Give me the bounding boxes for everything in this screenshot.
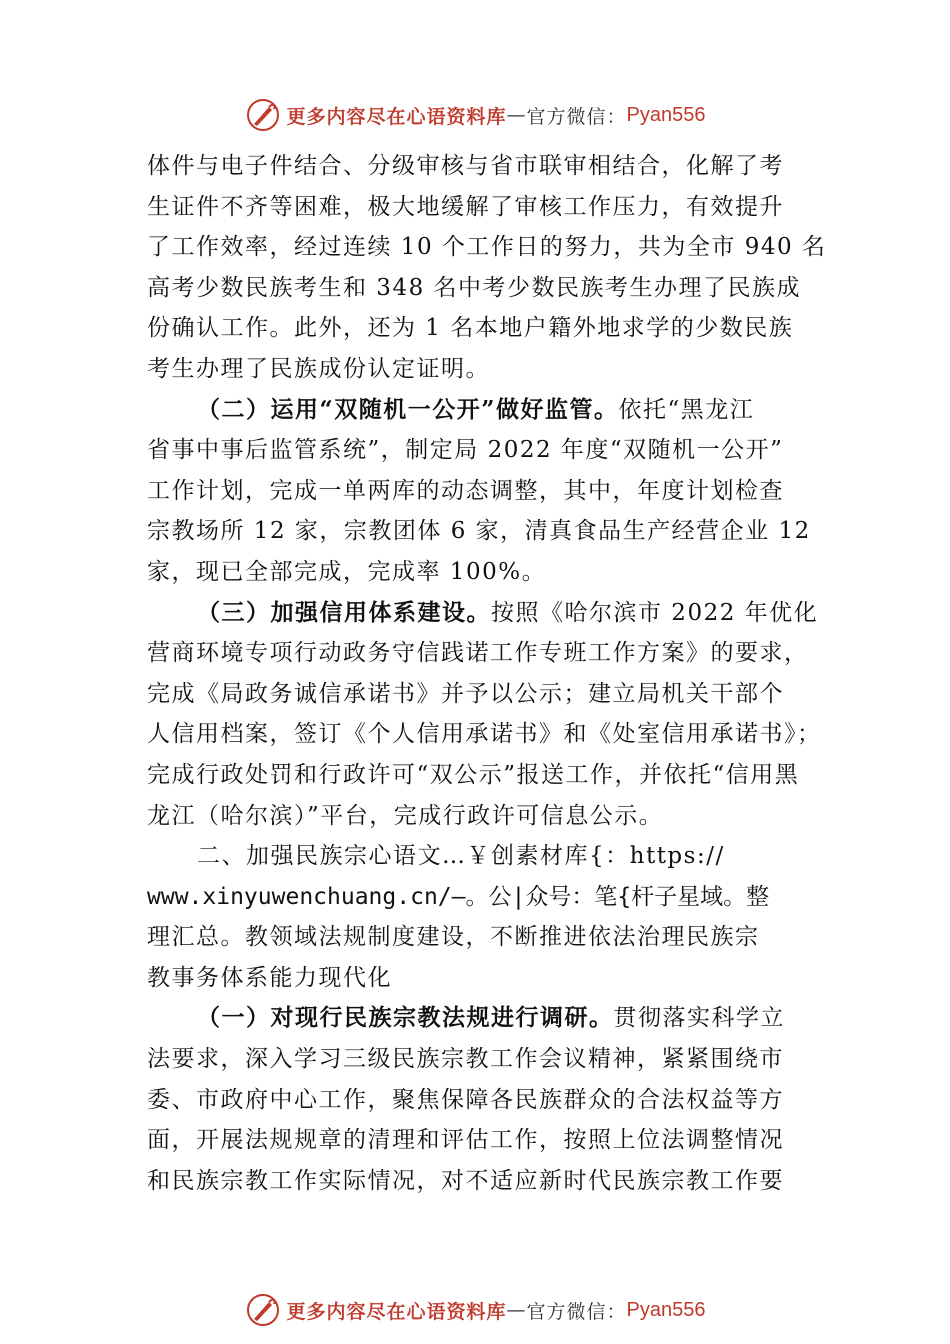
footer-banner: [0, 1290, 950, 1330]
text-line: [147, 593, 827, 634]
text-line: 生证件不齐等困难，极大地缓解了审核工作压力，有效提升: [147, 193, 784, 220]
text-line: 法要求，深入学习三级民族宗教工作会议精神，紧紧围绕市: [147, 1046, 784, 1073]
text-line: 营商环境专项行动政务守信践诺工作专班工作方案》的要求，: [147, 640, 809, 667]
quill-logo-icon: [245, 97, 281, 133]
section-heading: （二）运用“双随机一公开”做好监管。: [197, 395, 619, 423]
text-span: 按照《哈尔滨市 2022 年优化: [491, 599, 819, 626]
text-line: 二、加强民族宗心语文…￥创素材库{：https://: [197, 843, 725, 870]
paragraph: [147, 390, 827, 593]
text-line: [147, 998, 827, 1039]
text-line: 面，开展法规规章的清理和评估工作，按照上位法调整情况: [147, 1127, 784, 1154]
banner-wechat-label: 官方微信：: [526, 1300, 627, 1323]
text-line: 理汇总。教领域法规制度建设，不断推进依法治理民族宗: [147, 924, 760, 951]
text-line: [147, 390, 827, 431]
text-line: 龙江（哈尔滨）”平台，完成行政许可信息公示。: [147, 802, 664, 829]
banner-wechat-id: Pyan556: [626, 1298, 706, 1321]
text-line: 人信用档案，签订《个人信用承诺书》和《处室信用承诺书》；: [147, 721, 822, 748]
text-line: 体件与电子件结合、分级审核与省市联审相结合，化解了考: [147, 153, 784, 179]
text-line: 完成行政处罚和行政许可“双公示”报送工作，并依托“信用黑: [147, 761, 800, 788]
text-line: www.xinyuwenchuang.cn/—。公|众号：笔{杆子星域。整: [147, 883, 770, 910]
banner-text: 更多内容尽在心语资料库: [286, 1300, 507, 1323]
text-line: 份确认工作。此外，还为 1 名本地户籍外地求学的少数民族: [147, 315, 794, 342]
header-banner: [0, 95, 950, 135]
text-span: 贯彻落实科学立: [613, 1005, 785, 1032]
paragraph: [147, 998, 827, 1201]
text-line: 高考少数民族考生和 348 名中考少数民族考生办理了民族成: [147, 274, 802, 301]
text-line: 考生办理了民族成份认定证明。: [147, 355, 490, 382]
text-line: 家，现已全部完成，完成率 100%。: [147, 558, 547, 585]
section-heading: （一）对现行民族宗教法规进行调研。: [197, 1004, 614, 1032]
paragraph: [147, 593, 827, 837]
banner-wechat-id: Pyan556: [626, 103, 706, 126]
text-line: 完成《局政务诚信承诺书》并予以公示；建立局机关干部个: [147, 680, 784, 707]
banner-separator: —: [506, 104, 527, 126]
text-line: 教事务体系能力现代化: [147, 964, 392, 991]
text-line: 和民族宗教工作实际情况，对不适应新时代民族宗教工作要: [147, 1167, 784, 1194]
banner-wechat-label: 官方微信：: [526, 105, 627, 128]
text-line: 宗教场所 12 家，宗教团体 6 家，清真食品生产经营企业 12: [147, 518, 811, 545]
text-line: 了工作效率，经过连续 10 个工作日的努力，共为全市 940 名: [147, 234, 827, 261]
section-heading: （三）加强信用体系建设。: [197, 598, 491, 626]
text-span: 依托“黑龙江: [618, 396, 755, 423]
document-body: [147, 146, 827, 1201]
text-line: 省事中事后监管系统”，制定局 2022 年度“双随机一公开”: [147, 437, 784, 464]
paragraph: [147, 146, 827, 390]
paragraph: [147, 836, 827, 998]
banner-separator: —: [506, 1299, 527, 1321]
text-line: 委、市政府中心工作，聚焦保障各民族群众的合法权益等方: [147, 1086, 784, 1113]
quill-logo-icon: [245, 1292, 281, 1328]
text-line: 工作计划，完成一单两库的动态调整，其中，年度计划检查: [147, 477, 784, 504]
banner-text: 更多内容尽在心语资料库: [286, 105, 507, 128]
